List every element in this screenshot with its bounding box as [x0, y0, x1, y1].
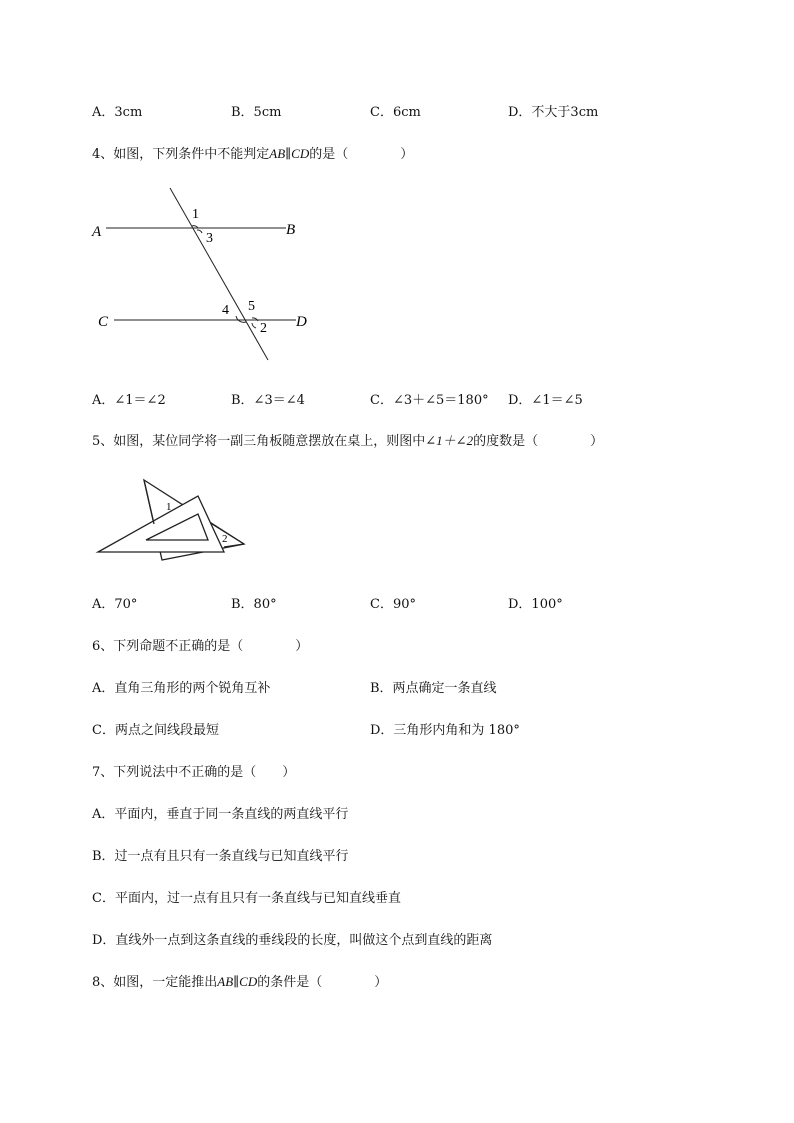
q5-option-c[interactable]: C．90° [370, 597, 416, 612]
q6-option-a[interactable]: A．直角三角形的两个锐角互补 [92, 681, 271, 696]
q4-parallel-lines-figure [88, 180, 328, 370]
q4-stem [92, 143, 413, 162]
q3-option-d[interactable]: D．不大于3cm [508, 105, 599, 120]
q5-stem [92, 430, 603, 449]
q6-stem: 6、下列命题不正确的是（ ） [92, 639, 309, 654]
q5-stem-math: ∠1＋∠2 [425, 433, 474, 448]
angle-arc-5 [252, 318, 258, 321]
q4-stem-pre: 4、如图，下列条件中不能判定 [92, 147, 270, 162]
q5-stem-pre: 5、如图，某位同学将一副三角板随意摆放在桌上，则图中 [92, 434, 426, 449]
label-c: C [98, 314, 109, 330]
label-b: B [286, 222, 296, 238]
q8-stem-pre: 8、如图，一定能推出 [92, 975, 218, 990]
angle-label-1: 1 [166, 501, 172, 513]
q6-option-c[interactable]: C．两点之间线段最短 [92, 723, 219, 738]
q7-stem: 7、下列说法中不正确的是（ ） [92, 765, 296, 780]
angle-label-1: 1 [192, 207, 199, 222]
q5-option-b[interactable]: B．80° [231, 597, 277, 612]
q6-option-b[interactable]: B．两点确定一条直线 [370, 681, 497, 696]
q6-option-d[interactable]: D．三角形内角和为 180° [370, 723, 520, 738]
q3-option-c[interactable]: C．6cm [370, 105, 421, 120]
angle-arc-2 [252, 323, 256, 328]
q4-option-c[interactable]: C．∠3＋∠5＝180° [370, 393, 489, 408]
q8-stem-math: AB∥CD [217, 974, 258, 989]
q7-option-a[interactable]: A．平面内，垂直于同一条直线的两直线平行 [92, 807, 349, 822]
q3-option-a[interactable]: A．3cm [92, 105, 143, 120]
angle-label-3: 3 [206, 231, 213, 246]
q4-option-a[interactable]: A．∠1＝∠2 [92, 393, 166, 408]
q7-option-c[interactable]: C．平面内，过一点有且只有一条直线与已知直线垂直 [92, 891, 401, 906]
q4-option-b[interactable]: B．∠3＝∠4 [231, 393, 305, 408]
q5-set-squares-figure [92, 472, 252, 568]
q5-option-d[interactable]: D．100° [508, 597, 563, 612]
angle-label-2: 2 [260, 321, 267, 336]
angle-arc-3 [197, 230, 202, 233]
transversal [170, 188, 268, 360]
q8-stem [92, 971, 387, 990]
q3-option-b[interactable]: B．5cm [231, 105, 282, 120]
q5-option-a[interactable]: A．70° [92, 597, 138, 612]
angle-label-5: 5 [248, 299, 255, 314]
q4-option-d[interactable]: D．∠1＝∠5 [508, 393, 583, 408]
q7-option-d[interactable]: D．直线外一点到这条直线的垂线段的长度，叫做这个点到直线的距离 [92, 933, 493, 948]
q4-stem-post: 的是（ ） [309, 147, 414, 162]
label-d: D [296, 314, 307, 330]
q8-stem-post: 的条件是（ ） [257, 975, 388, 990]
label-a: A [92, 224, 102, 240]
q7-option-b[interactable]: B．过一点有且只有一条直线与已知直线平行 [92, 849, 349, 864]
q4-stem-math: AB∥CD [269, 146, 310, 161]
q5-stem-post: 的度数是（ ） [473, 434, 604, 449]
angle-label-2: 2 [222, 533, 228, 545]
angle-label-4: 4 [222, 303, 229, 318]
